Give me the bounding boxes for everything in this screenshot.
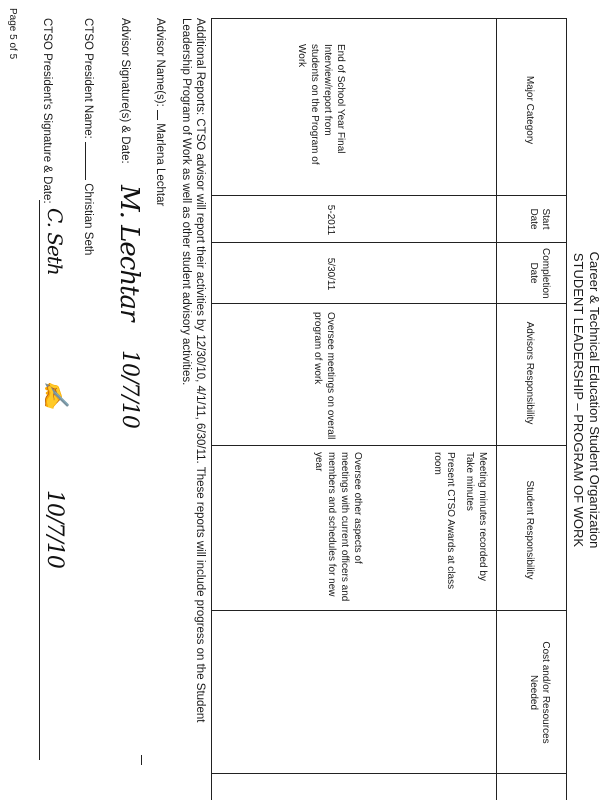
col-sep bbox=[212, 242, 567, 243]
table-bottom-rule bbox=[211, 18, 212, 800]
row-student-responsibility-2: Present CTSO Awards at class room bbox=[432, 452, 456, 590]
president-sig-label: CTSO President's Signature & Date: bbox=[41, 18, 53, 204]
president-sig-rule bbox=[39, 200, 40, 760]
page-number: Page 5 of 5 bbox=[7, 8, 18, 60]
advisor-names-label: Advisor Name(s): bbox=[154, 18, 166, 107]
col-sep bbox=[212, 773, 567, 774]
president-sig-initials: ✍ bbox=[42, 380, 70, 409]
doc-title: STUDENT LEADERSHIP – PROGRAM OF WORK bbox=[571, 252, 586, 548]
blank-rule bbox=[157, 110, 158, 120]
row-major-category: End of School Year Final Interview/report from students on the Program of Work bbox=[296, 44, 346, 165]
row-student-responsibility-1: Meeting minutes recorded by Take minutes bbox=[464, 452, 488, 581]
row-completion-date: 5/30/11 bbox=[325, 257, 336, 291]
col-head-start-date: Start Date bbox=[528, 208, 551, 230]
advisor-sig-label: Advisor Signature(s) & Date: bbox=[119, 18, 131, 164]
margin-mark bbox=[141, 755, 142, 765]
col-head-completion-date: Completion Date bbox=[528, 248, 551, 299]
org-title: Career & Technical Education Student Organization bbox=[587, 251, 602, 549]
row-advisors-responsibility: Oversee meetings on overall program of work bbox=[312, 312, 336, 440]
col-sep bbox=[212, 445, 567, 446]
col-sep bbox=[212, 195, 567, 196]
president-name-line bbox=[81, 18, 95, 418]
col-head-advisors-responsibility: Advisors Responsibility bbox=[524, 321, 535, 425]
col-sep bbox=[212, 610, 567, 611]
table-header-rule bbox=[496, 18, 497, 800]
col-head-cost-resources: Cost and/or Resources Needed bbox=[528, 641, 551, 744]
blank-rule bbox=[85, 142, 86, 180]
president-sig-date: 10/7/10 bbox=[42, 490, 67, 568]
row-start-date: 5-2011 bbox=[325, 204, 336, 236]
col-sep bbox=[212, 303, 567, 304]
president-signature: C. Seth bbox=[43, 208, 67, 275]
additional-reports-note: Additional Reports: CTSO advisor will report their activities by 12/30/10, 4/1/11, 6/30/11. These reports will include progress on the Student Leadership Program of Work as well as other student advisory activities. bbox=[180, 18, 206, 723]
col-sep bbox=[212, 18, 567, 19]
president-signature-2 bbox=[42, 380, 70, 409]
advisor-names-value: Marlena Lechtar bbox=[154, 123, 166, 207]
row-student-responsibility-3: Oversee other aspects of meetings with current officers and members and schedules for new year bbox=[313, 452, 363, 602]
president-name-label: CTSO President Name: bbox=[82, 18, 94, 139]
advisor-names-line bbox=[153, 18, 167, 418]
table-top-rule bbox=[566, 18, 567, 800]
advisor-sig-date: 10/7/10 bbox=[117, 350, 142, 428]
col-head-major-category: Major Category bbox=[524, 75, 535, 145]
col-head-student-responsibility: Student Responsibility bbox=[524, 480, 535, 580]
advisor-signature: M. Lechtar bbox=[114, 185, 144, 321]
president-name-value: Christian Seth bbox=[82, 183, 94, 256]
